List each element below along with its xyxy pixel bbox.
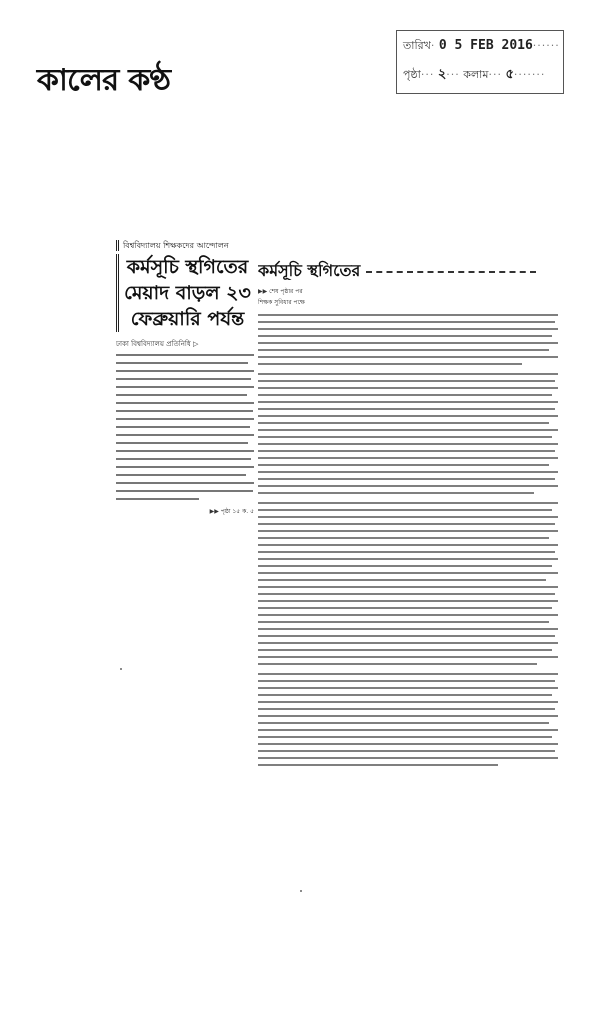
continued-headline: কর্মসূচি স্থগিতের (258, 261, 361, 280)
headline-line-2: মেয়াদ বাড়ল ২৩ (124, 282, 251, 304)
stamp-date-row: তারিখ· 0 5 FEB 2016······ (403, 38, 560, 53)
article-kicker: বিশ্ববিদ্যালয় শিক্ষকদের আন্দোলন (116, 240, 254, 251)
article-headline (116, 254, 254, 332)
continued-subline: শিক্ষক সুবিধার পক্ষে (258, 299, 305, 306)
stamp-column-label: কলাম (463, 68, 489, 81)
stamp-column-value: ৫ (505, 67, 514, 82)
article-clipping-left (116, 240, 254, 515)
continued-from-label: ▶▶ শেষ পৃষ্ঠার পর (258, 288, 303, 295)
article-reporter: ঢাকা বিশ্ববিদ্যালয় প্রতিনিধি ▷ (116, 340, 199, 348)
article-body-right (258, 314, 558, 766)
continued-headline-row (258, 258, 558, 280)
newspaper-masthead: কালের কণ্ঠ (36, 63, 170, 98)
scan-speck (120, 668, 122, 670)
stamp-date-value: 0 5 FEB 2016 (438, 38, 533, 53)
stamp-page-label: পৃষ্ঠা (403, 68, 421, 81)
headline-line-1: কর্মসূচি স্থগিতের (126, 256, 249, 278)
stamp-page-value: ২ (437, 67, 447, 82)
article-body-left (116, 354, 254, 500)
stamp-date-label: তারিখ (403, 39, 431, 52)
stamp-page-row: পৃষ্ঠা··· ২··· কলাম··· ৫······· (403, 67, 546, 82)
headline-line-3: ফেব্রুয়ারি পর্যন্ত (130, 308, 245, 330)
article-continuation: ▶▶ পৃষ্ঠা ১৫ ক. ৫ (209, 508, 254, 515)
article-clipping-right (258, 258, 558, 771)
scan-speck (300, 890, 302, 892)
headline-dash-rule (366, 271, 536, 273)
clipping-date-stamp (396, 30, 564, 94)
